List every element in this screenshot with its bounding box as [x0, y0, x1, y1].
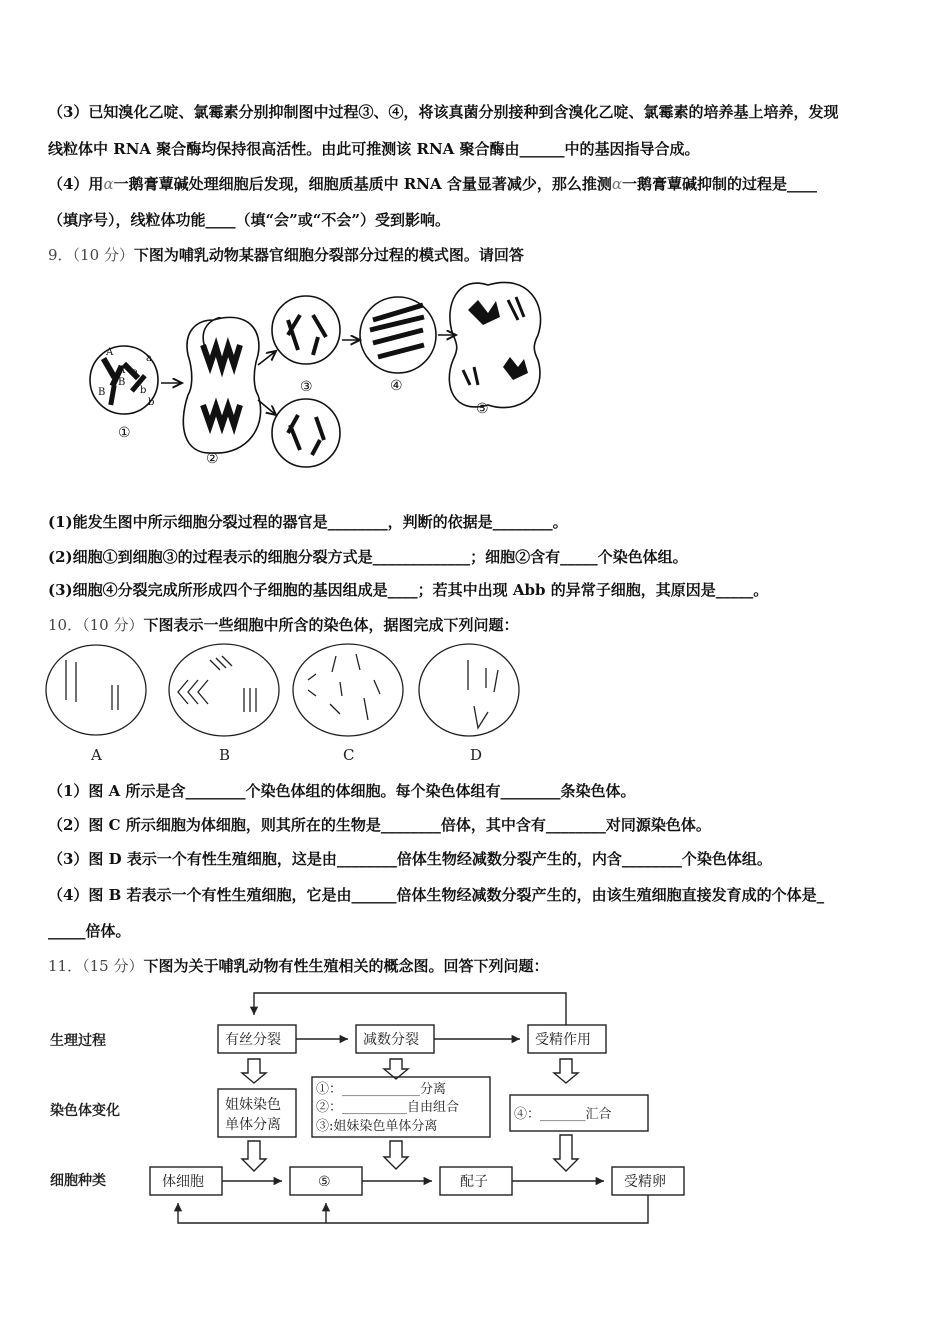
- change-mid-3: ③:姐妹染色单体分离: [316, 1119, 438, 1134]
- cell-gamete: 配子: [460, 1174, 488, 1190]
- process-mitosis: 有丝分裂: [225, 1032, 281, 1048]
- row-label-process: 生理过程: [50, 1033, 106, 1049]
- cell-5: ⑤: [318, 1174, 331, 1190]
- svg-text:A: A: [106, 347, 114, 358]
- cell-c: [293, 644, 403, 736]
- change-right: ④：_______汇合: [514, 1107, 612, 1122]
- down-arrow-1: [242, 1059, 266, 1083]
- label-a: A: [91, 746, 102, 764]
- cell-somatic: 体细胞: [162, 1174, 204, 1190]
- cell-d: [419, 644, 519, 736]
- svg-text:a: a: [132, 367, 138, 378]
- cell-a: [46, 645, 146, 735]
- cell-3b: [272, 399, 340, 467]
- q10-sub4-line1: （4）图 B 若表示一个有性生殖细胞，它是由______倍体生物经减数分裂产生的，由该生殖细胞直接发育成的个体是_: [48, 886, 825, 904]
- row-label-chromosome: 染色体变化: [50, 1103, 120, 1119]
- q9-sub3: (3)细胞④分裂完成所形成四个子细胞的基因组成是____；若其中出现 Abb 的异常子细胞，其原因是_____。: [48, 581, 769, 599]
- q9-sub1: (1)能发生图中所示细胞分裂过程的器官是________，判断的依据是________。: [48, 513, 568, 531]
- label-c: C: [343, 746, 355, 764]
- change-mid-2: ②：__________自由组合: [316, 1100, 460, 1115]
- label-cell-4: ④: [390, 378, 403, 394]
- svg-text:A: A: [118, 365, 126, 376]
- q11-concept-map: [40, 985, 700, 1235]
- svg-text:B: B: [98, 387, 106, 398]
- cell-zygote: 受精卵: [624, 1174, 666, 1190]
- change-left-1: 姐妹染色: [225, 1097, 281, 1113]
- q10-sub1: （1）图 A 所示是含________个染色体组的体细胞。每个染色体组有________条染色体。: [48, 782, 636, 800]
- change-left-2: 单体分离: [225, 1117, 281, 1133]
- q8-part4-line2: （填序号），线粒体功能____（填“会”或“不会”）受到影响。: [48, 211, 451, 229]
- label-cell-3: ③: [300, 379, 313, 395]
- process-fertilization: 受精作用: [535, 1032, 591, 1048]
- svg-text:a: a: [146, 353, 152, 364]
- q8-part3-line2: 线粒体中 RNA 聚合酶均保持很高活性。由此可推测该 RNA 聚合酶由______中的基因指导合成。: [48, 140, 700, 158]
- row-label-cells: 细胞种类: [50, 1173, 106, 1189]
- q9-heading: 9．（10 分）下图为哺乳动物某器官细胞分裂部分过程的模式图。请回答: [48, 246, 524, 264]
- svg-text:b: b: [140, 385, 147, 396]
- q8-part3-line1: （3）已知溴化乙啶、氯霉素分别抑制图中过程③、④，将该真菌分别接种到含溴化乙啶、氯霉素的培养基上培养，发现: [48, 103, 839, 121]
- label-cell-5: ⑤: [476, 401, 489, 417]
- label-cell-1: ①: [118, 425, 131, 441]
- q10-sub4-line2: _____倍体。: [48, 922, 131, 940]
- alpha-symbol-2: α: [611, 175, 622, 193]
- label-cell-2: ②: [206, 451, 219, 467]
- q11-heading: 11．（15 分）下图为关于哺乳动物有性生殖相关的概念图。回答下列问题：: [48, 957, 549, 975]
- alpha-symbol: α: [103, 175, 114, 193]
- label-d: D: [470, 746, 483, 764]
- label-b: B: [219, 746, 231, 764]
- down-arrow-2: [384, 1059, 408, 1079]
- q10-heading: 10．（10 分）下图表示一些细胞中所含的染色体，据图完成下列问题：: [48, 616, 519, 634]
- q10-chromosome-figure: [40, 640, 530, 770]
- cell-5: [449, 282, 540, 407]
- q9-sub2: (2)细胞①到细胞③的过程表示的细胞分裂方式是_____________；细胞②含有_____个染色体组。: [48, 548, 688, 566]
- q9-cell-division-figure: [88, 275, 548, 475]
- down-arrow-3: [554, 1059, 578, 1083]
- change-mid-1: ①：____________分离: [316, 1082, 447, 1097]
- cell-3: [272, 296, 340, 364]
- q10-sub2: （2）图 C 所示细胞为体细胞，则其所在的生物是________倍体，其中含有________对同源染色体。: [48, 816, 711, 834]
- svg-text:B: B: [118, 377, 126, 388]
- process-meiosis: 减数分裂: [363, 1032, 419, 1048]
- svg-text:b: b: [148, 397, 155, 408]
- q8-part4-line1: （4）用α一鹅膏蕈碱处理细胞后发现，细胞质基质中 RNA 含量显著减少，那么推测α一鹅膏蕈碱抑制的过程是____: [48, 175, 817, 193]
- q10-sub3: （3）图 D 表示一个有性生殖细胞，这是由________倍体生物经减数分裂产生的，内含________个染色体组。: [48, 850, 772, 868]
